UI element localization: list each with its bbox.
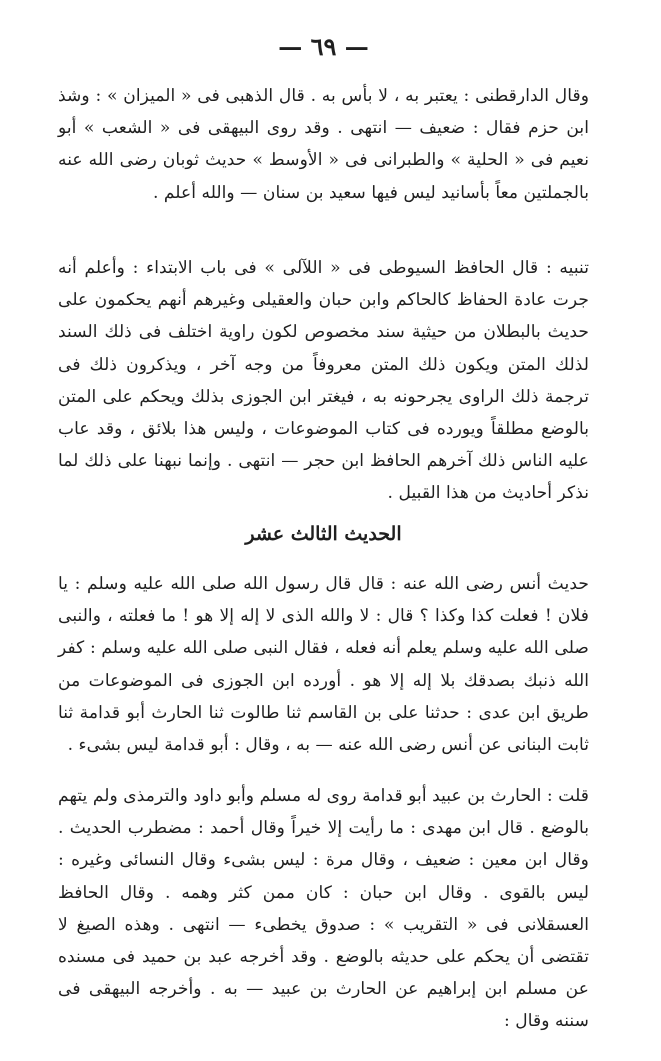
paragraph-daraqutni: وقال الدارقطنى : يعتبر به ، لا بأس به . قال الذهبى فى « الميزان » : وشذ ابن حزم فقال : ضعيف — انتهى . وقد روى البيهقى فى « الشعب » أبو نعيم فى « الحلية » والطبرانى فى « الأوسط » حديث ثوبان رضى الله عنه بالجملتين معاً بأسانيد ليس فيها سعيد بن سنان — والله أعلم . [58, 86, 589, 203]
section-heading: الحديث الثالث عشر [245, 523, 402, 545]
commentary-text: قلت : الحارث بن عبيد أبو قدامة روى له مسلم وأبو داود والترمذى ولم يتهم بالوضع . قال ابن مهدى : ما رأيت إلا خيراً وقال أحمد : مضطرب الحديث . وقال ابن معين : ضعيف ، وقال مرة : ليس بشىء وقال النسائى وغيره : ليس بالقوى . وقال ابن حبان : كان ممن كثر وهمه . وقال الحافظ العسقلانى فى « التقريب » : صدوق يخطىء — انتهى . وهذه الصيغ لا تقتضى أن يحكم على حديثه بالوضع . وقد أخرجه عبد بن حميد فى مسنده عن مسلم ابن إبراهيم عن الحارث بن عبيد — به . وأخرجه البيهقى فى سننه وقال : [58, 786, 589, 1032]
hadith-text: حديث أنس رضى الله عنه : قال قال رسول الله صلى الله عليه وسلم : يا فلان ! فعلت كذا وكذا ؟ قال : لا والله الذى لا إله إلا هو ! ما فعلته ، والنبى صلى الله عليه وسلم يعلم أنه فعله ، فقال النبى صلى الله عليه وسلم : كفر الله ذنبك بصدقك بلا إله إلا هو . أورده ابن الجوزى فى الموضوعات من طريق ابن عدى : حدثنا على بن القاسم ثنا طالوت ثنا الحارث أبو قدامة ثنا ثابت البنانى عن أنس رضى الله عنه — به ، وقال : أبو قدامة ليس بشىء . [58, 574, 589, 756]
page-number: — ٦٩ — [278, 32, 369, 61]
paragraph-tanbih: تنبيه : قال الحافظ السيوطى فى « اللآلى » فى باب الابتداء : وأعلم أنه جرت عادة الحفاظ كالحاكم وابن حبان والعقيلى وغيرهم أنهم يحكمون على حديث بالبطلان من حيثية سند مخصوص لكون راوية اختلف فى ذلك السند لذلك المتن ويكون ذلك المتن معروفاً من وجه آخر ، ويذكرون ذلك فى ترجمة ذلك الراوى يجرحونه به ، فيغتر ابن الجوزى بذلك ويحكم على المتن بالوضع مطلقاً ويورده فى كتاب الموضوعات ، وليس هذا بلائق ، وقد عاب عليه الناس ذلك آخرهم الحافظ ابن حجر — انتهى . وإنما نبهنا على ذلك لما نذكر أحاديث من هذا القبيل . [58, 258, 589, 504]
